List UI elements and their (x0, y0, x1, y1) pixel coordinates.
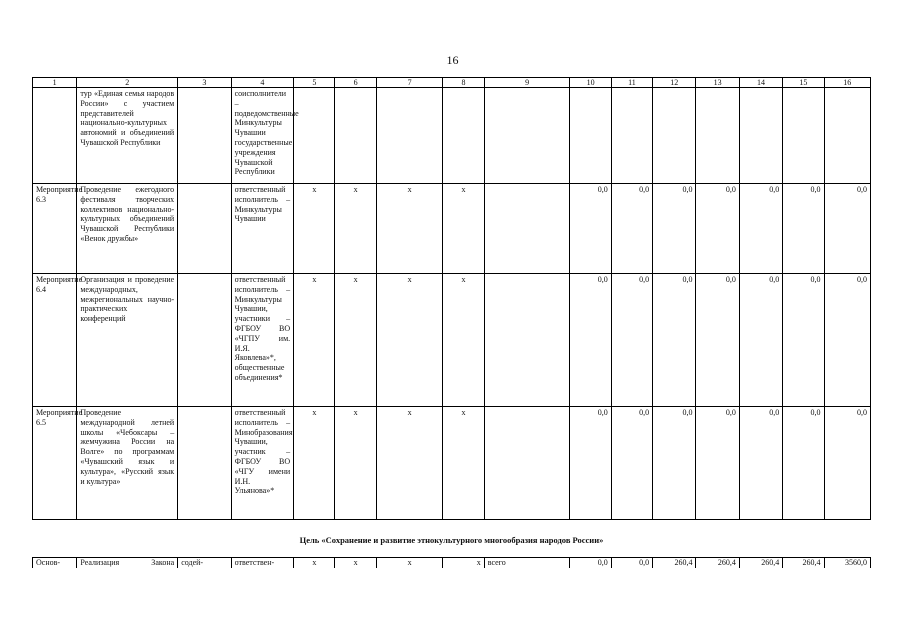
event-id (33, 88, 77, 184)
cell (484, 88, 570, 184)
table-row (33, 88, 871, 184)
column-number: 15 (783, 78, 824, 88)
event-executor: ответственный исполнитель – Минобразования Чувашии, участник – ФГБОУ ВО «ЧГУ имени И.Н. Ульянова»* (231, 407, 294, 520)
page-number: 16 (446, 53, 459, 67)
cell: 0,0 (739, 184, 782, 274)
cell (376, 88, 443, 184)
cell: 0,0 (824, 274, 870, 407)
cell: 0,0 (739, 407, 782, 520)
cell: 0,0 (570, 407, 611, 520)
column-number: 5 (294, 78, 335, 88)
event-executor: ответственный исполнитель – Минкультуры Чувашии (231, 184, 294, 274)
cell: 260,4 (783, 558, 824, 568)
cell: x (294, 184, 335, 274)
cell: 0,0 (783, 274, 824, 407)
cell: 0,0 (611, 274, 652, 407)
cell: 0,0 (824, 407, 870, 520)
cell: x (443, 274, 484, 407)
cell: 0,0 (570, 558, 611, 568)
cell: x (376, 407, 443, 520)
goal-heading: Цель «Сохранение и развитие этнокультурного многообразия народов России» (299, 535, 604, 545)
cell (178, 184, 231, 274)
cell: x (443, 184, 484, 274)
event-id: Мероприятие 6.5 (33, 407, 77, 520)
table-row (33, 184, 871, 274)
column-number: 2 (77, 78, 178, 88)
table-row (33, 407, 871, 520)
column-number: 9 (484, 78, 570, 88)
cell (484, 274, 570, 407)
event-description: Проведение ежегодного фестиваля творческих коллективов национально-культурных объединений Чувашской Республики «Венок дружбы» (77, 184, 178, 274)
cell: 0,0 (739, 274, 782, 407)
cell: x (335, 184, 376, 274)
cell (178, 407, 231, 520)
cell: 0,0 (653, 407, 696, 520)
program-table-continued (32, 557, 871, 568)
cell: 0,0 (653, 274, 696, 407)
cell: x (294, 558, 335, 568)
cell (653, 88, 696, 184)
column-number: 10 (570, 78, 611, 88)
cell: 260,4 (739, 558, 782, 568)
cell: x (294, 274, 335, 407)
cell: 0,0 (611, 407, 652, 520)
column-number: 6 (335, 78, 376, 88)
event-description: Реализация Закона (77, 558, 178, 568)
cell (570, 88, 611, 184)
cell: 260,4 (696, 558, 739, 568)
event-executor: ответствен- (231, 558, 294, 568)
column-number-row (33, 78, 871, 88)
cell: 0,0 (696, 184, 739, 274)
cell: содей- (178, 558, 231, 568)
cell (484, 184, 570, 274)
column-number: 14 (739, 78, 782, 88)
cell: x (376, 558, 443, 568)
column-number: 4 (231, 78, 294, 88)
event-executor: ответственный исполнитель – Минкультуры Чувашии, участники – ФГБОУ ВО «ЧГПУ им. И.Я. Яковлева»*, общественные объединения* (231, 274, 294, 407)
cell: 0,0 (783, 407, 824, 520)
column-number: 3 (178, 78, 231, 88)
column-number: 11 (611, 78, 652, 88)
cell (335, 88, 376, 184)
cell (178, 274, 231, 407)
event-description: Проведение международной летней школы «Чебоксары – жемчужина России на Волге» по программам «Чувашский язык и культура», «Русский язык и культура» (77, 407, 178, 520)
event-description: Организация и проведение международных, межрегиональных научно-практических конференций (77, 274, 178, 407)
cell: 0,0 (696, 407, 739, 520)
column-number: 13 (696, 78, 739, 88)
table-row (33, 274, 871, 407)
event-id: Мероприятие 6.3 (33, 184, 77, 274)
cell (178, 88, 231, 184)
cell (824, 88, 870, 184)
cell: 0,0 (653, 184, 696, 274)
cell: 0,0 (570, 274, 611, 407)
event-description: тур «Единая семья народов России» с участием представителей национально-культурных автономий и объединений Чувашской Республики (77, 88, 178, 184)
cell: x (335, 407, 376, 520)
cell: 0,0 (570, 184, 611, 274)
cell: x (443, 407, 484, 520)
column-number: 16 (824, 78, 870, 88)
column-number: 7 (376, 78, 443, 88)
table-row (33, 558, 871, 568)
column-number: 12 (653, 78, 696, 88)
cell: 0,0 (824, 184, 870, 274)
cell (611, 88, 652, 184)
cell: x (376, 274, 443, 407)
cell: x (443, 558, 484, 568)
cell: x (335, 558, 376, 568)
event-id: Основ- (33, 558, 77, 568)
cell (739, 88, 782, 184)
cell (484, 407, 570, 520)
cell: 0,0 (696, 274, 739, 407)
event-executor: соисполнители – подведомственные Минкультуры Чувашии государственные учреждения Чувашской Республики (231, 88, 294, 184)
cell: 0,0 (611, 558, 652, 568)
event-id: Мероприятие 6.4 (33, 274, 77, 407)
cell: x (294, 407, 335, 520)
cell: x (335, 274, 376, 407)
cell: x (376, 184, 443, 274)
cell: 3560,0 (824, 558, 870, 568)
cell: 260,4 (653, 558, 696, 568)
cell (294, 88, 335, 184)
cell (443, 88, 484, 184)
program-table (32, 77, 871, 520)
cell: 0,0 (783, 184, 824, 274)
column-number: 1 (33, 78, 77, 88)
column-number: 8 (443, 78, 484, 88)
cell (783, 88, 824, 184)
cell (696, 88, 739, 184)
cell: 0,0 (611, 184, 652, 274)
funding-source: всего (484, 558, 570, 568)
